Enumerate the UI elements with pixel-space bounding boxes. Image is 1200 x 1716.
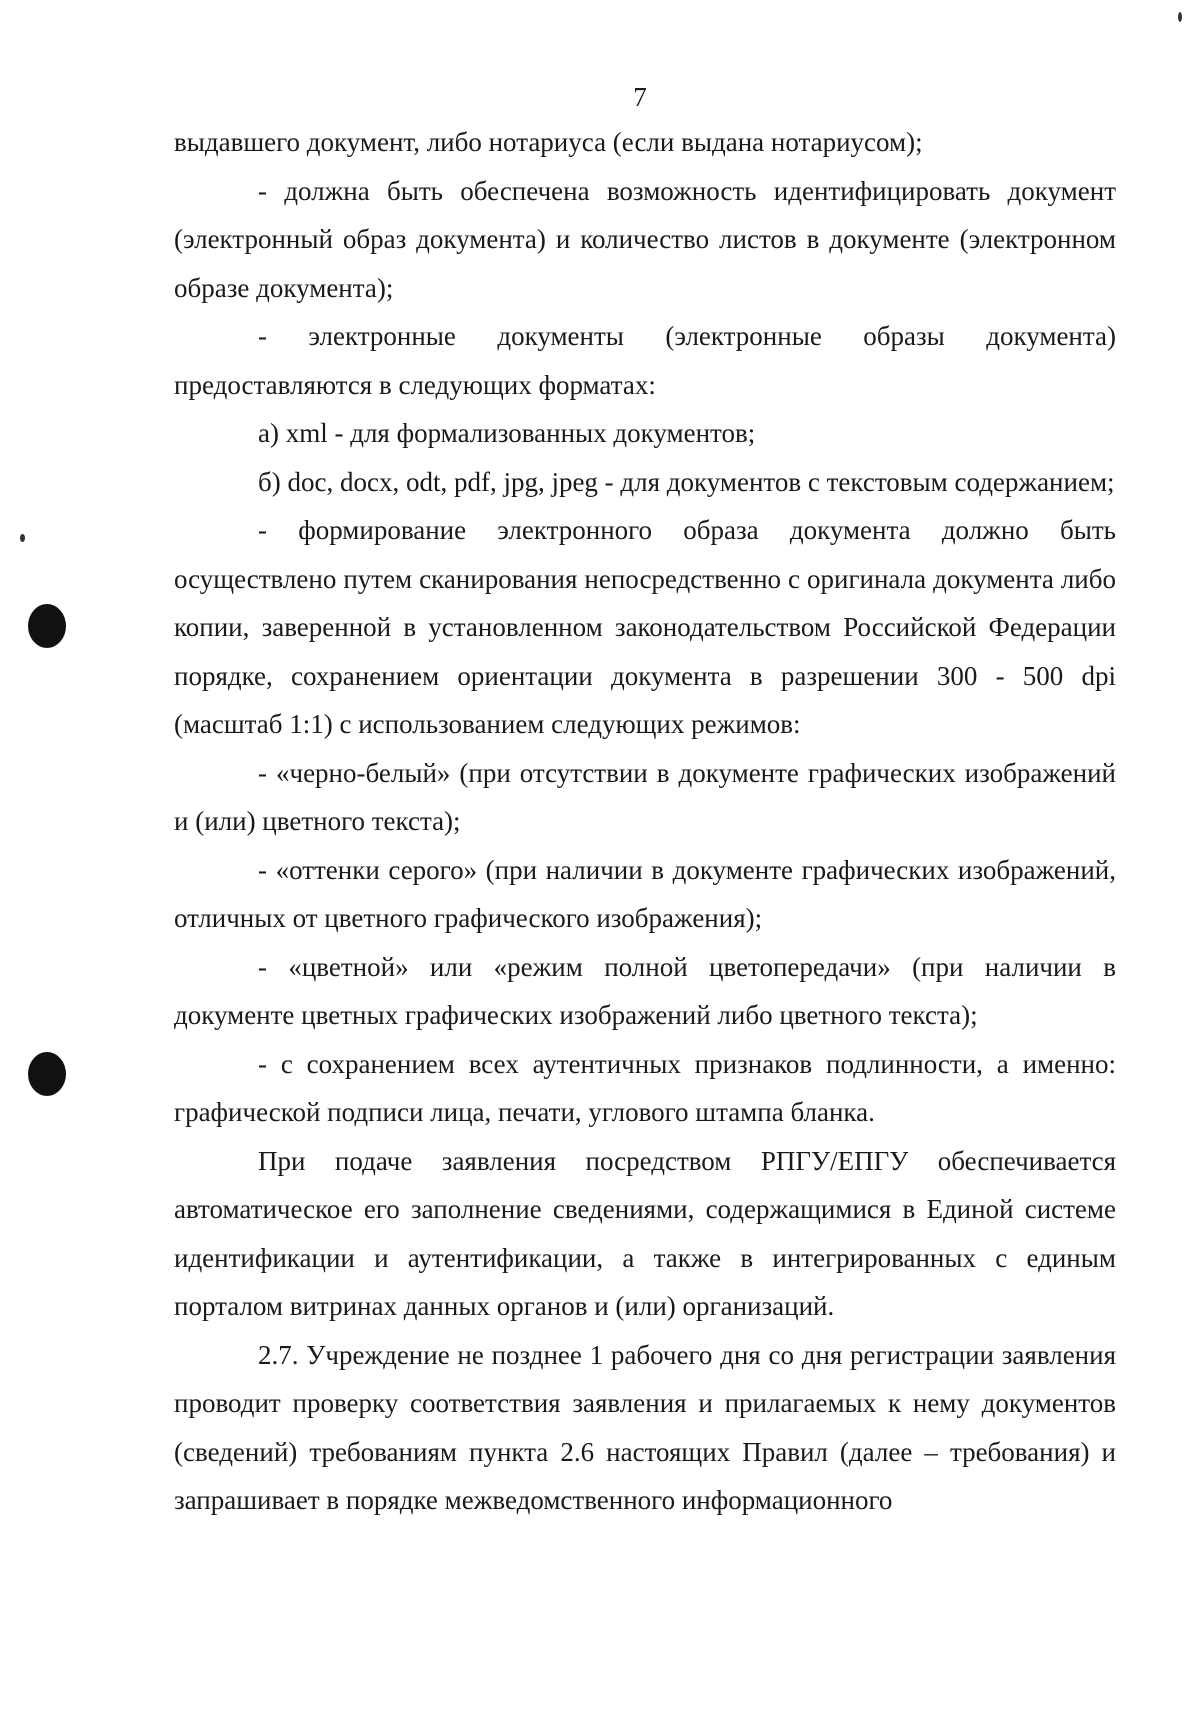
paragraph: 2.7. Учреждение не позднее 1 рабочего дня со дня регистрации заявления проводит проверку соответствия заявления и прилагаемых к нему документов (сведений) требованиям пункта 2.6 настоящих Правил (далее – требования) и запрашивает в порядке межведомственного информационного [174,1339,1116,1515]
paragraph: - электронные документы (электронные образы документа) предоставляются в следующих форматах: [174,321,1116,400]
punch-hole [28,1052,66,1096]
paragraph: - «цветной» или «режим полной цветопередачи» (при наличии в документе цветных графических изображений либо цветного текста); [174,951,1116,1030]
paragraph: При подаче заявления посредством РПГУ/ЕПГУ обеспечивается автоматическое его заполнение сведениями, содержащимися в Единой системе идентификации и аутентификации, а также в интегрированных с единым порталом витринах данных органов и (или) организаций. [174,1145,1116,1321]
paragraph: - формирование электронного образа документа должно быть осуществлено путем сканирования непосредственно с оригинала документа либо копии, заверенной в установленном законодательством Российской Федерации порядке, сохранением ориентации документа в разрешении 300 - 500 dpi (масштаб 1:1) с использованием следующих режимов: [174,515,1116,739]
paragraph: - «черно-белый» (при отсутствии в документе графических изображений и (или) цветного текста); [174,757,1116,836]
paragraph: - должна быть обеспечена возможность идентифицировать документ (электронный образ документа) и количество листов в документе (электронном образе документа); [174,175,1116,303]
document-body [174,118,1116,1525]
paragraph: - «оттенки серого» (при наличии в документе графических изображений, отличных от цветного графического изображения); [174,854,1116,933]
page-number: 7 [633,82,647,112]
scan-speck [1178,12,1182,22]
paragraph: - с сохранением всех аутентичных признаков подлинности, а именно: графической подписи лица, печати, углового штампа бланка. [174,1048,1116,1127]
paragraph: а) xml - для формализованных документов; [258,418,756,448]
punch-hole [28,604,66,648]
paragraph: б) doc, docx, odt, pdf, jpg, jpeg - для документов с текстовым содержанием; [258,466,1115,497]
paragraph: выдавшего документ, либо нотариуса (если выдана нотариусом); [174,127,923,157]
scan-speck [20,534,25,542]
